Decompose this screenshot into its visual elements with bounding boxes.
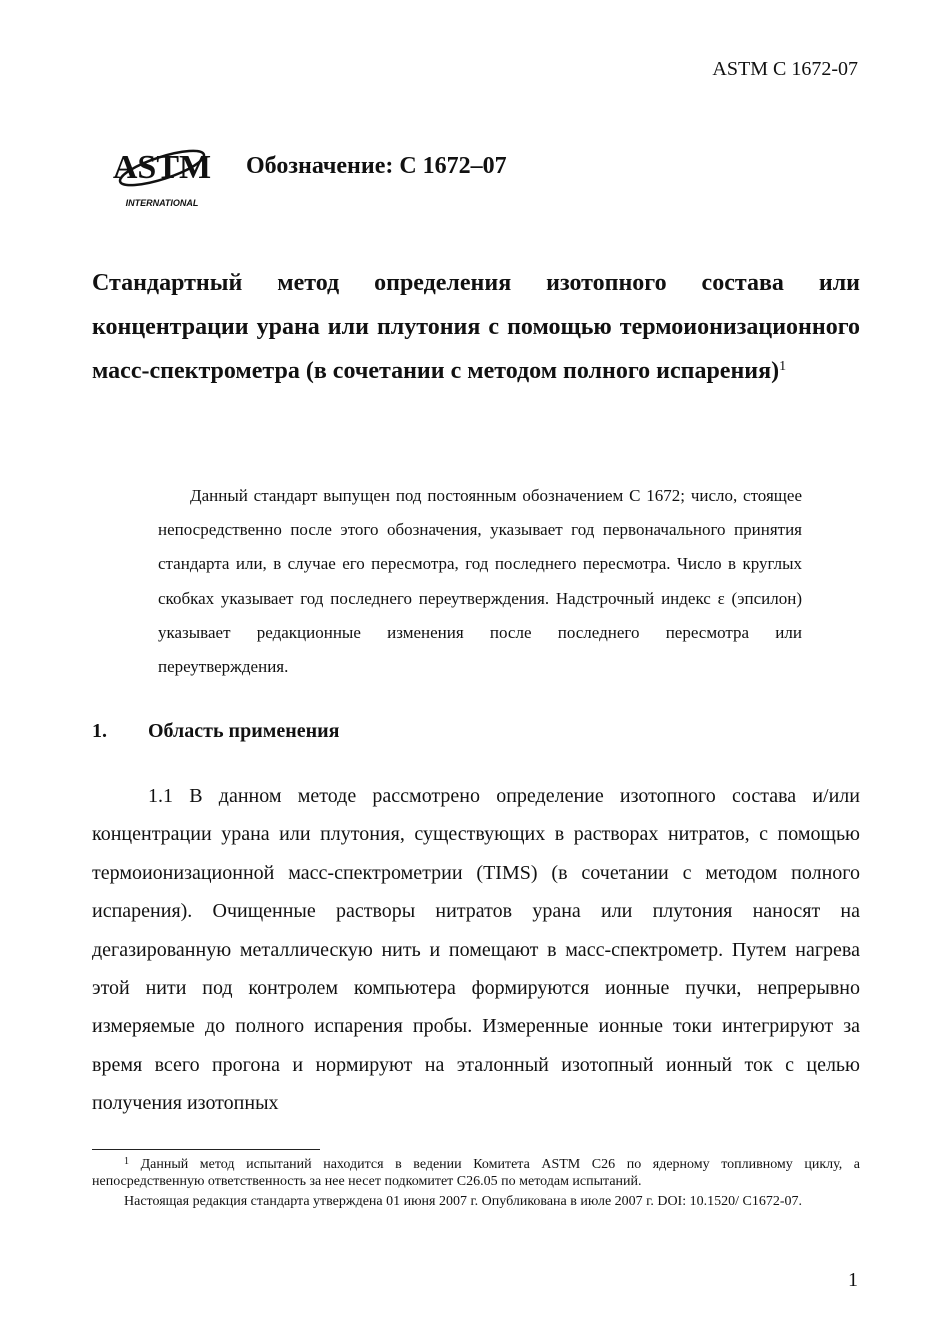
logo-sub-text: INTERNATIONAL bbox=[125, 198, 199, 208]
footnote-text: Настоящая редакция стандарта утверждена 01 июня 2007 г. Опубликована в июле 2007 г. DOI: 10.1520/ C1672-07. bbox=[124, 1194, 803, 1209]
footnote-1 bbox=[92, 1157, 860, 1190]
standard-code: ASTM C 1672-07 bbox=[712, 58, 858, 80]
title-text: Стандартный метод определения изотопного состава или концентрации урана или плутония с помощью термоионизационного масс-спектрометра (в сочетании с методом полного испарения) bbox=[92, 270, 860, 384]
document-title bbox=[92, 261, 860, 393]
title-footnote-ref: 1 bbox=[779, 359, 787, 374]
paragraph-1-1: 1.1 В данном методе рассмотрено определение изотопного состава и/или концентрации урана или плутония, существующих в растворах нитратов, с помощью термоионизационной масс-спектрометрии (TIMS) (в сочетании с методом полного испарения). Очищенные растворы нитратов урана или плутония наносят на дегазированную металлическую нить и помещают в масс-спектрометр. Путем нагрева этой нити под контролем компьютера формируются ионные пучки, непрерывно измеряемые до полного испарения пробы. Измеренные ионные токи интегрируют за время всего прогона и нормируют на эталонный изотопный ионный ток с целью получения изотопных bbox=[92, 785, 860, 1115]
footnote-text: Данный метод испытаний находится в ведении Комитета ASTM C26 по ядерному топливному циклу, а непосредственную ответственность за нее несет подкомитет C26.05 по методам испытаний. bbox=[92, 1157, 861, 1189]
page-number: 1 bbox=[848, 1269, 858, 1291]
astm-logo bbox=[112, 132, 212, 210]
footnote-mark: 1 bbox=[124, 1156, 129, 1167]
astm-logo-mark bbox=[112, 132, 212, 210]
designation: Обозначение: C 1672–07 bbox=[246, 153, 507, 179]
designation-notice: Данный стандарт выпущен под постоянным обозначением С 1672; число, стоящее непосредственно после этого обозначения, указывает год первоначального принятия стандарта или, в случае его пересмотра, год последнего пересмотра. Число в круглых скобках указывает год последнего переутверждения. Надстрочный индекс ε (эпсилон) указывает редакционные изменения после последнего пересмотра или переутверждения. bbox=[158, 486, 802, 677]
footnote-divider bbox=[92, 1149, 320, 1150]
logo-mark-text: ASTM bbox=[112, 149, 212, 186]
section-number: 1. bbox=[92, 720, 107, 742]
section-title: Область применения bbox=[148, 720, 340, 742]
footnote-2 bbox=[92, 1194, 860, 1211]
